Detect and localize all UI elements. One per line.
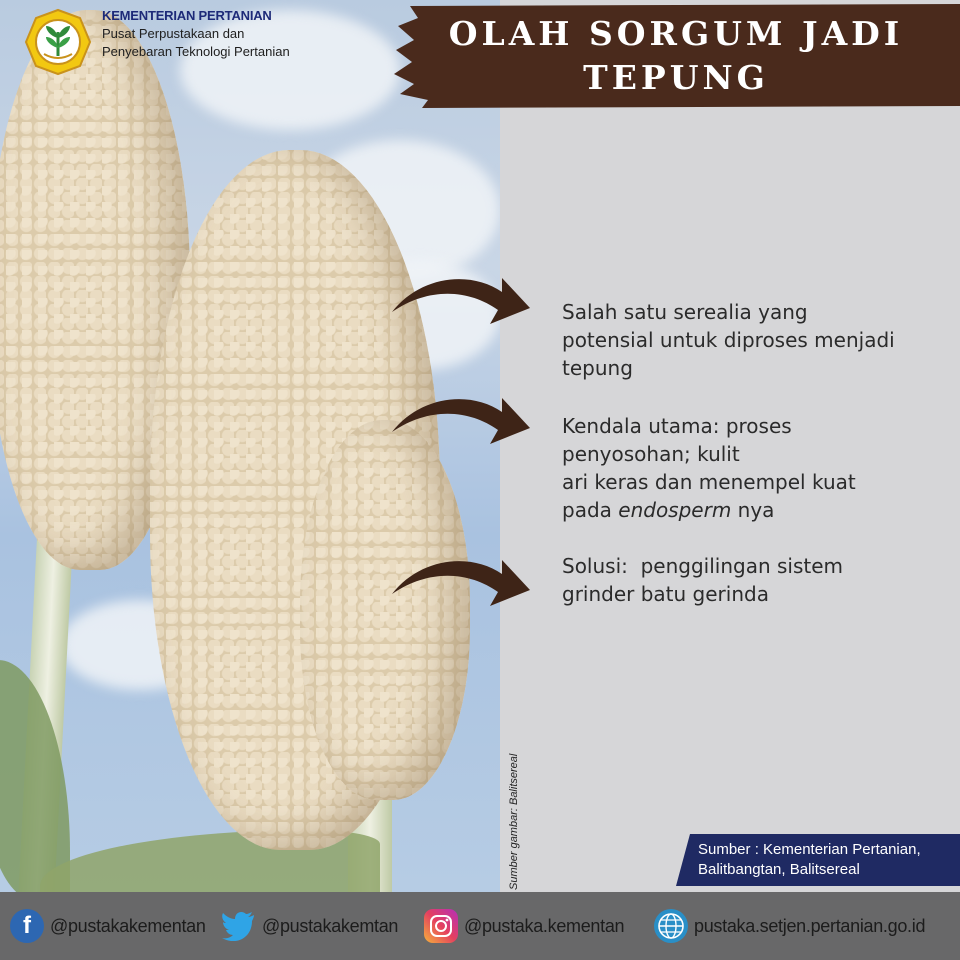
- point-3-line: grinder batu gerinda: [562, 582, 769, 606]
- org-line-2: Penyebaran Teknologi Pertanian: [102, 44, 290, 59]
- instagram-icon: [424, 909, 458, 943]
- website-link[interactable]: [654, 892, 925, 960]
- point-2-line: Kendala utama: proses: [562, 414, 792, 438]
- twitter-link[interactable]: [222, 892, 398, 960]
- org-line-1: Pusat Perpustakaan dan: [102, 26, 245, 41]
- instagram-handle: @pustaka.kementan: [464, 915, 625, 936]
- point-2-line: penyosohan; kulit: [562, 442, 740, 466]
- website-url: pustaka.setjen.pertanian.go.id: [694, 915, 926, 936]
- source-box: [676, 834, 960, 886]
- point-2-line: [562, 496, 942, 524]
- title-line-2: TEPUNG: [583, 58, 769, 97]
- arrow-icon: [390, 554, 532, 610]
- organisation-block: [102, 8, 290, 59]
- point-2: [562, 412, 942, 524]
- point-2-suffix: nya: [731, 498, 775, 522]
- point-1-line: potensial untuk diproses menjadi: [562, 328, 895, 352]
- twitter-icon: [222, 909, 256, 943]
- facebook-icon: f: [10, 909, 44, 943]
- arrow-icon: [390, 272, 532, 328]
- org-name: KEMENTERIAN PERTANIAN: [102, 8, 272, 23]
- point-3: [562, 552, 942, 608]
- point-2-prefix: pada: [562, 498, 619, 522]
- footer: [0, 892, 960, 960]
- twitter-handle: @pustakakemtan: [262, 915, 399, 936]
- source-line-1: Sumber : Kementerian Pertanian,: [698, 841, 921, 858]
- point-1-line: Salah satu serealia yang: [562, 300, 808, 324]
- facebook-handle: @pustakakementan: [50, 915, 206, 936]
- source-line-2: Balitbangtan, Balitsereal: [698, 861, 860, 878]
- photo-credit: Sumber gambar: Balitsereal: [508, 753, 520, 890]
- point-1: [562, 298, 942, 382]
- kementan-logo-icon: [24, 8, 92, 76]
- instagram-link[interactable]: [424, 892, 624, 960]
- point-2-line: ari keras dan menempel kuat: [562, 470, 856, 494]
- globe-icon: [654, 909, 688, 943]
- arrow-icon: [390, 392, 532, 448]
- point-1-line: tepung: [562, 356, 633, 380]
- page-title: [392, 12, 960, 100]
- point-2-italic: endosperm: [618, 498, 732, 522]
- facebook-link[interactable]: [10, 892, 206, 960]
- title-line-1: OLAH SORGUM JADI: [448, 14, 904, 53]
- point-3-line: Solusi: penggilingan sistem: [562, 554, 844, 578]
